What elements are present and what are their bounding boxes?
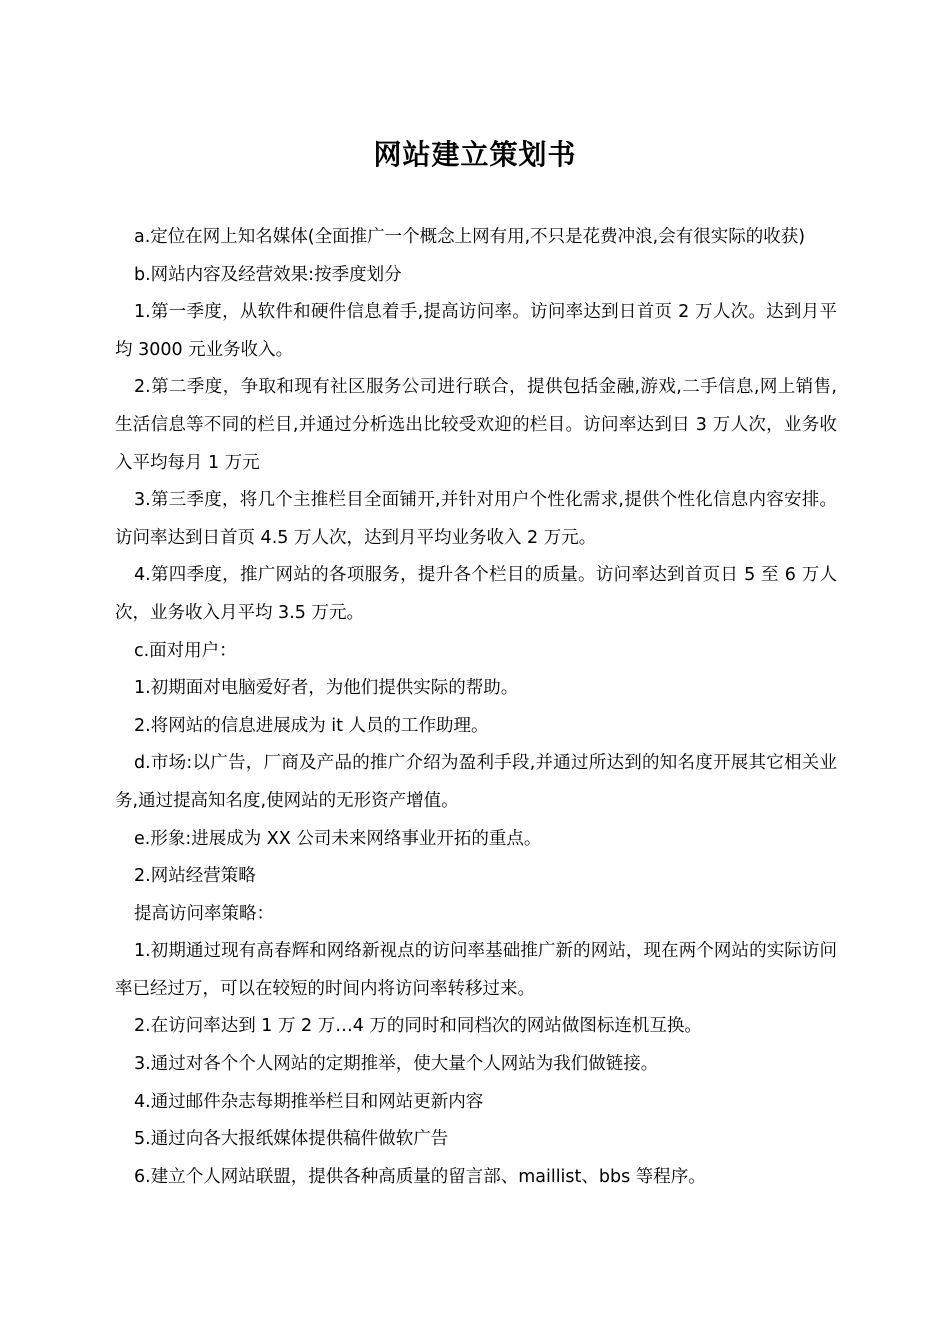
paragraph-strategy-2: 2.在访问率达到 1 万 2 万…4 万的同时和同档次的网站做图标连机互换。 [134, 1016, 702, 1037]
paragraph-users-1: 1.初期面对电脑爱好者，为他们提供实际的帮助。 [134, 678, 519, 699]
paragraph-quarter-1: 1.第一季度，从软件和硬件信息着手,提高访问率。访问率达到日首页 2 万人次。达到月平均 3000 元业务收入。 [115, 302, 837, 360]
paragraph-strategy-1: 1.初期通过现有高春辉和网络新视点的访问率基础推广新的网站，现在两个网站的实际访问率已经过万，可以在较短的时间内将访问率转移过来。 [115, 941, 837, 999]
section-heading-strategy: 2.网站经营策略 [134, 866, 256, 887]
document-title: 网站建立策划书 [373, 138, 577, 171]
paragraph-users-2: 2.将网站的信息进展成为 it 人员的工作助理。 [134, 715, 489, 736]
paragraph-quarter-4: 4.第四季度，推广网站的各项服务，提升各个栏目的质量。访问率达到首页日 5 至 6 万人次，业务收入月平均 3.5 万元。 [115, 565, 837, 623]
subheading-traffic-strategy: 提高访问率策略： [134, 903, 274, 924]
paragraph-a-positioning: a.定位在网上知名媒体(全面推广一个概念上网有用,不只是花费冲浪,会有很实际的收获) [134, 227, 806, 247]
paragraph-strategy-4: 4.通过邮件杂志每期推举栏目和网站更新内容 [134, 1091, 484, 1112]
paragraph-b-content: b.网站内容及经营效果:按季度划分 [134, 264, 402, 285]
paragraph-d-market: d.市场:以广告，厂商及产品的推广介绍为盈利手段,并通过所达到的知名度开展其它相关业务,通过提高知名度,使网站的无形资产增值。 [115, 753, 837, 811]
paragraph-c-users: c.面对用户： [134, 640, 237, 661]
document-body [115, 219, 837, 1196]
paragraph-strategy-5: 5.通过向各大报纸媒体提供稿件做软广告 [134, 1129, 449, 1150]
paragraph-quarter-2: 2.第二季度，争取和现有社区服务公司进行联合，提供包括金融,游戏,二手信息,网上销售,生活信息等不同的栏目,并通过分析选出比较受欢迎的栏目。访问率达到日 3 万人次，业务收入平均每月 1 万元 [115, 377, 837, 473]
paragraph-quarter-3: 3.第三季度，将几个主推栏目全面铺开,并针对用户个性化需求,提供个性化信息内容安排。访问率达到日首页 4.5 万人次，达到月平均业务收入 2 万元。 [115, 490, 837, 548]
paragraph-e-image: e.形象:进展成为 XX 公司未来网络事业开拓的重点。 [134, 828, 542, 849]
paragraph-strategy-3: 3.通过对各个个人网站的定期推举，使大量个人网站为我们做链接。 [134, 1054, 659, 1075]
paragraph-strategy-6: 6.建立个人网站联盟，提供各种高质量的留言部、maillist、bbs 等程序。 [134, 1166, 706, 1187]
